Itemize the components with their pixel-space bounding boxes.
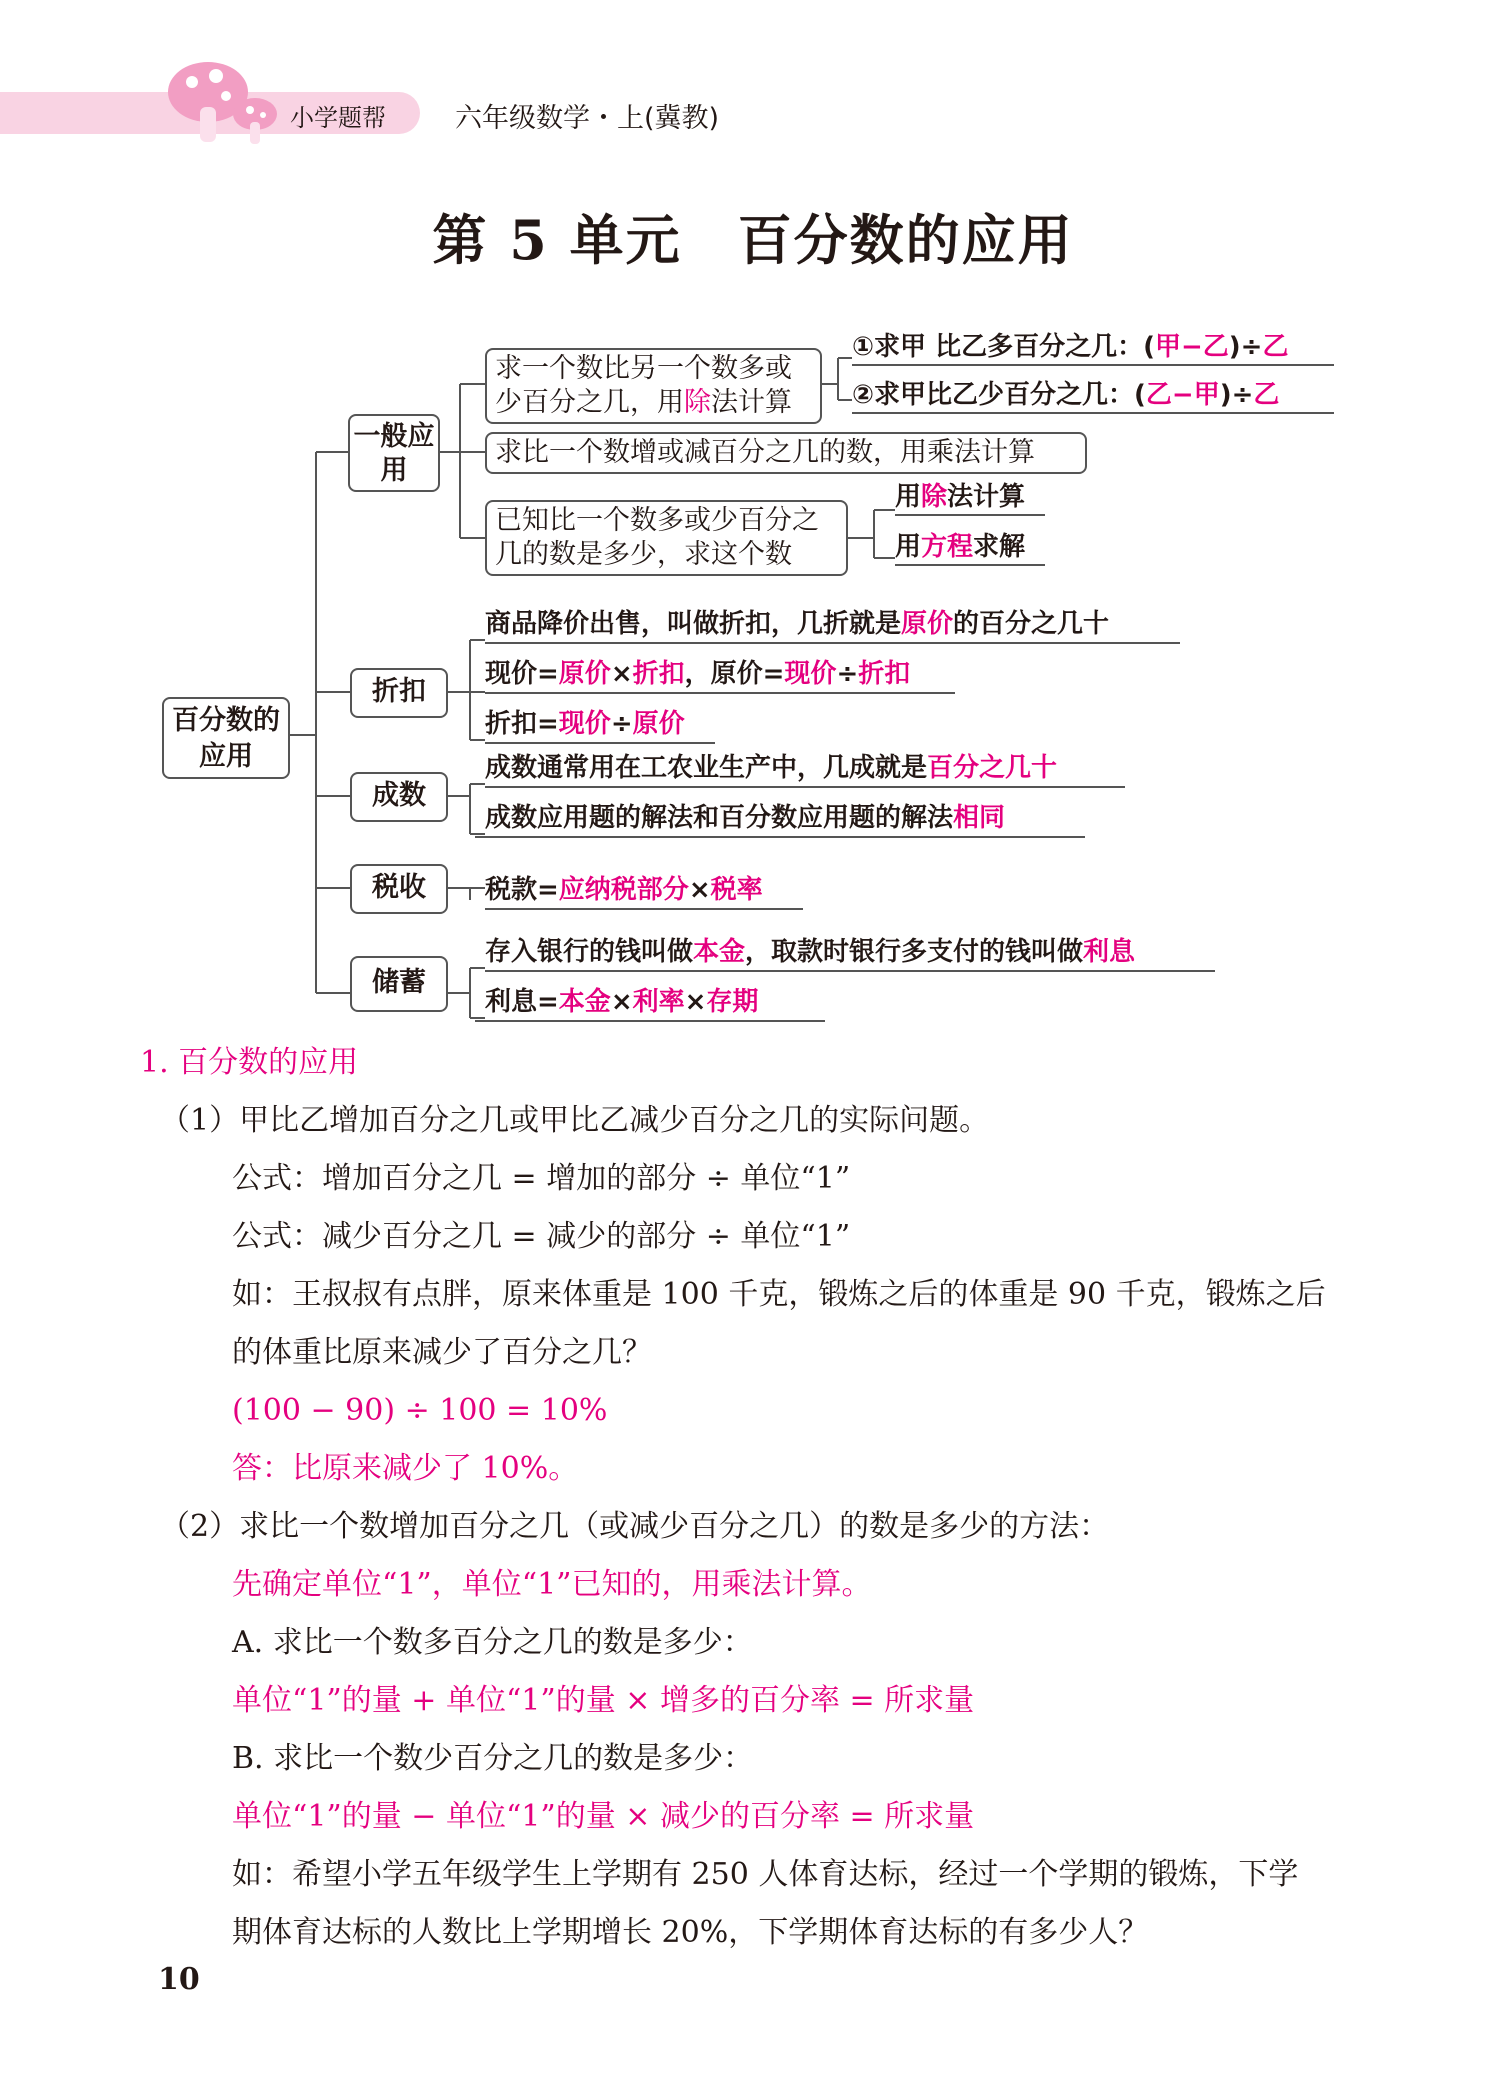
d1-hl: 原价 [901, 609, 954, 639]
c2-hl: 相同 [953, 803, 1006, 833]
d2-f: 现价 [784, 659, 837, 689]
d2-e: ，原价= [684, 659, 785, 689]
para-1c: 如：王叔叔有点胖，原来体重是 100 千克，锻炼之后的体重是 90 千克，锻炼之后 [232, 1277, 1326, 1312]
f1-mid: − [1180, 332, 1203, 362]
general-item-1-post: 法计算 [711, 387, 792, 418]
d3-c: ÷ [610, 709, 633, 739]
f2-pre: ②求甲比乙少百分之几：( [852, 380, 1146, 410]
para-1b: 公式：减少百分之几 = 减少的部分 ÷ 单位“1” [232, 1219, 851, 1254]
savings-line-2 [475, 984, 825, 1022]
c1-pre: 成数通常用在工农业生产中，几成就是 [485, 753, 928, 783]
m1-post: 法计算 [947, 482, 1026, 512]
savings-line-1 [485, 934, 1215, 972]
para-1f: 答：比原来减少了 10%。 [232, 1451, 579, 1486]
c1-hl: 百分之几十 [927, 753, 1058, 783]
d3-b: 现价 [558, 709, 611, 739]
section-heading: 1. 百分数的应用 [140, 1045, 359, 1080]
f2-hl2: 甲 [1193, 380, 1220, 410]
chengshu-line-2 [475, 800, 1085, 838]
para-2a: 先确定单位“1”，单位“1”已知的，用乘法计算。 [232, 1567, 872, 1602]
header-brand: 小学题帮 [290, 104, 386, 132]
s2-e: × [684, 987, 707, 1017]
d3-d: 原价 [632, 709, 685, 739]
f2-end: )÷ [1219, 380, 1254, 410]
d1-pre: 商品降价出售，叫做折扣，几折就是 [485, 609, 902, 639]
s1-a: 存入银行的钱叫做 [485, 937, 694, 967]
d2-b: 原价 [558, 659, 611, 689]
branch-chengshu: 成数 [350, 772, 448, 822]
general-method-2 [895, 530, 1045, 566]
m2-pre: 用 [895, 532, 922, 562]
para-2: （2）求比一个数增加百分之几（或减少百分之几）的数是多少的方法： [160, 1509, 1110, 1544]
d2-g: ÷ [836, 659, 859, 689]
para-1d: 的体重比原来减少了百分之几？ [232, 1335, 652, 1370]
header-subtitle: 六年级数学・上(冀教) [455, 103, 720, 134]
para-2e: 单位“1”的量 − 单位“1”的量 × 减少的百分率 = 所求量 [232, 1799, 975, 1834]
f2-hl1: 乙 [1145, 380, 1172, 410]
para-1a: 公式：增加百分之几 = 增加的部分 ÷ 单位“1” [232, 1161, 851, 1196]
discount-line-1 [485, 606, 1180, 644]
branch-tax: 税收 [350, 864, 448, 914]
page-number: 10 [158, 1962, 200, 1997]
general-item-1-hl: 除 [684, 387, 711, 418]
s2-f: 存期 [706, 987, 759, 1017]
m2-hl: 方程 [921, 532, 974, 562]
m1-hl: 除 [921, 482, 948, 512]
d2-a: 现价= [485, 659, 559, 689]
branch-discount: 折扣 [350, 668, 448, 718]
para-2d: B. 求比一个数少百分之几的数是多少： [232, 1741, 754, 1776]
general-item-1 [485, 348, 822, 424]
d2-h: 折扣 [858, 659, 911, 689]
branch-savings: 储蓄 [350, 956, 448, 1012]
f1-hl3: 乙 [1262, 332, 1289, 362]
f1-hl1: 甲 [1154, 332, 1181, 362]
branch-general: 一般应用 [348, 414, 440, 492]
f1-pre: ①求甲 比乙多百分之几：( [852, 332, 1155, 362]
page-title: 第 5 单元 百分数的应用 [432, 208, 1074, 272]
para-2c: 单位“1”的量 + 单位“1”的量 × 增多的百分率 = 所求量 [232, 1683, 975, 1718]
chengshu-line-1 [485, 750, 1125, 788]
d2-c: × [610, 659, 633, 689]
general-item-1-text: 求一个数比另一个数多或少百分之几，用 [495, 353, 792, 418]
t1-b: 应纳税部分 [558, 875, 689, 905]
m1-pre: 用 [895, 482, 922, 512]
f2-hl3: 乙 [1253, 380, 1280, 410]
t1-d: 税率 [710, 875, 763, 905]
general-item-3: 已知比一个数多或少百分之几的数是多少，求这个数 [485, 500, 848, 576]
s2-c: × [610, 987, 633, 1017]
f2-mid: − [1171, 380, 1194, 410]
general-formula-1 [852, 330, 1334, 366]
s2-d: 利率 [632, 987, 685, 1017]
d1-post: 的百分之几十 [953, 609, 1110, 639]
m2-post: 求解 [973, 532, 1026, 562]
f1-end: )÷ [1228, 332, 1263, 362]
s1-b: 本金 [693, 937, 746, 967]
s1-d: 利息 [1083, 937, 1136, 967]
s2-a: 利息= [485, 987, 559, 1017]
discount-line-2 [485, 656, 955, 694]
general-method-1 [895, 480, 1045, 516]
para-2b: A. 求比一个数多百分之几的数是多少： [232, 1625, 753, 1660]
tax-line-1 [485, 872, 803, 910]
d3-a: 折扣= [485, 709, 559, 739]
t1-a: 税款= [485, 875, 559, 905]
para-1e: (100 − 90) ÷ 100 = 10% [232, 1393, 608, 1428]
general-item-2: 求比一个数增或减百分之几的数，用乘法计算 [485, 432, 1087, 474]
c2-pre: 成数应用题的解法和百分数应用题的解法 [485, 803, 954, 833]
s1-c: ，取款时银行多支付的钱叫做 [745, 937, 1084, 967]
d2-d: 折扣 [632, 659, 685, 689]
t1-c: × [688, 875, 711, 905]
s2-b: 本金 [558, 987, 611, 1017]
para-2g: 期体育达标的人数比上学期增长 20%，下学期体育达标的有多少人？ [232, 1915, 1149, 1950]
general-formula-2 [852, 378, 1334, 414]
discount-line-3 [485, 706, 715, 744]
mindmap-root: 百分数的应用 [162, 697, 290, 779]
para-1: （1）甲比乙增加百分之几或甲比乙减少百分之几的实际问题。 [160, 1103, 990, 1138]
f1-hl2: 乙 [1202, 332, 1229, 362]
para-2f: 如：希望小学五年级学生上学期有 250 人体育达标，经过一个学期的锻炼，下学 [232, 1857, 1299, 1892]
